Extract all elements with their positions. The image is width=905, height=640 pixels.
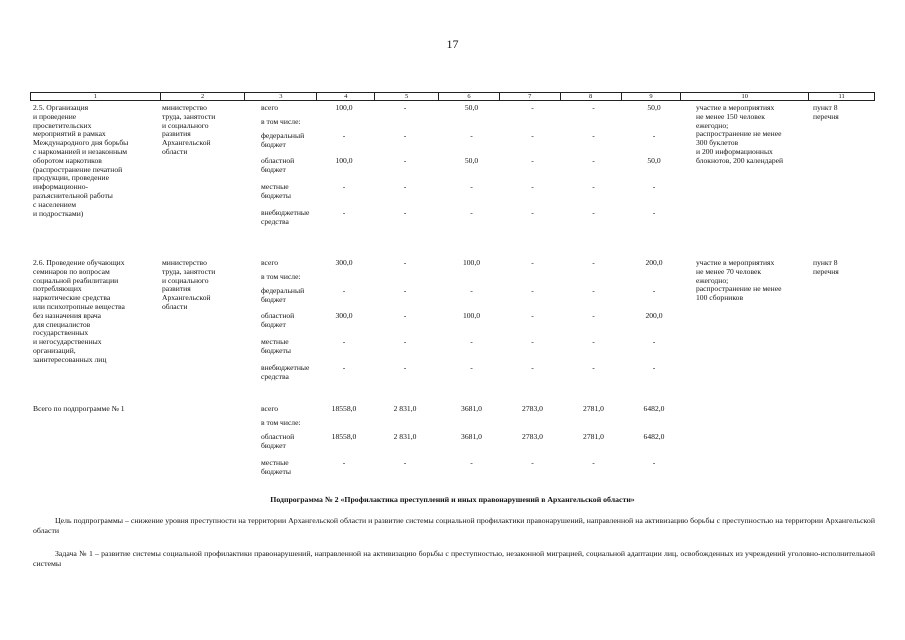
funding-value: 3681,0 (461, 432, 482, 441)
measure-link: пункт 8 перечня (813, 258, 839, 276)
funding-value: - (470, 182, 473, 191)
funding-value: - (403, 131, 407, 140)
funding-value: - (342, 458, 346, 467)
measure-executor: министерство труда, занятости и социального развития Архангельской области (162, 103, 216, 156)
funding-source-label: областной бюджет (261, 156, 295, 174)
funding-source-label: всего (261, 103, 279, 112)
column-number-header (30, 92, 875, 101)
funding-source-label: местные бюджеты (261, 337, 291, 355)
subprogram-total-label: Всего по подпрограмме № 1 (33, 404, 125, 413)
funding-value: - (403, 208, 407, 217)
page-number: 17 (446, 37, 459, 51)
measure-result: участие в мероприятиях не менее 150 человек ежегодно; распространение не менее 300 буклетов и 200 информационных блокнотов, 200 календарей (696, 103, 784, 165)
column-number-4: 4 (317, 93, 375, 100)
funding-source-label: местные бюджеты (261, 458, 291, 476)
funding-value: - (652, 286, 656, 295)
subprogram-task-paragraph: Задача № 1 – развитие системы социальной профилактики правонарушений, направленной на активизацию борьбы с преступностью, незаконной миграцией, социальной адаптации лиц, освобожденных из учреждений уголовно-исполнительной системы (33, 549, 875, 568)
subprogram-title: Подпрограмма № 2 «Профилактика преступлений и иных правонарушений в Архангельской области» (270, 495, 635, 504)
funding-value: - (531, 208, 534, 217)
funding-value: - (342, 131, 346, 140)
funding-value: - (531, 458, 534, 467)
funding-value: - (531, 286, 534, 295)
funding-source-label: областной бюджет (261, 311, 295, 329)
funding-value: - (592, 286, 595, 295)
funding-value: 50,0 (464, 156, 479, 165)
funding-value: 200,0 (645, 311, 663, 320)
funding-value: - (470, 458, 473, 467)
funding-value: - (470, 337, 473, 346)
funding-value: - (403, 458, 407, 467)
funding-value: - (403, 182, 407, 191)
funding-value: 18558,0 (331, 404, 357, 413)
funding-value: - (592, 208, 595, 217)
funding-value: 2 831,0 (393, 404, 417, 413)
column-number-5: 5 (375, 93, 439, 100)
funding-value: - (652, 208, 656, 217)
funding-value: - (403, 363, 407, 372)
funding-value: - (531, 182, 534, 191)
funding-value: - (652, 182, 656, 191)
column-number-6: 6 (439, 93, 500, 100)
funding-value: - (531, 156, 534, 165)
funding-value: 2783,0 (522, 404, 543, 413)
funding-value: 100,0 (335, 103, 353, 112)
funding-value: - (592, 131, 595, 140)
funding-value: 50,0 (647, 156, 661, 165)
funding-value: - (342, 337, 346, 346)
funding-value: - (592, 363, 595, 372)
column-number-7: 7 (500, 93, 561, 100)
funding-value: 100,0 (462, 311, 481, 320)
column-number-3: 3 (245, 93, 317, 100)
funding-value: - (342, 182, 346, 191)
funding-value: - (531, 103, 534, 112)
funding-source-label: в том числе: (261, 117, 301, 126)
funding-value: - (342, 286, 346, 295)
column-number-9: 9 (622, 93, 682, 100)
funding-value: 200,0 (645, 258, 663, 267)
funding-source-label: местные бюджеты (261, 182, 291, 200)
funding-value: - (531, 337, 534, 346)
funding-value: - (652, 131, 656, 140)
funding-value: 6482,0 (643, 432, 665, 441)
funding-value: - (403, 311, 407, 320)
funding-value: - (592, 156, 595, 165)
funding-source-label: всего (261, 404, 279, 413)
funding-value: 50,0 (647, 103, 661, 112)
funding-value: 18558,0 (331, 432, 357, 441)
funding-value: - (592, 182, 595, 191)
funding-source-label: всего (261, 258, 279, 267)
funding-value: - (592, 258, 595, 267)
funding-source-label: областной бюджет (261, 432, 295, 450)
funding-value: 300,0 (335, 258, 353, 267)
funding-value: - (403, 337, 407, 346)
funding-value: - (531, 258, 534, 267)
funding-value: - (592, 103, 595, 112)
funding-source-label: федеральный бюджет (261, 286, 305, 304)
funding-value: 300,0 (335, 311, 353, 320)
measure-result: участие в мероприятиях не менее 70 человек ежегодно; распространение не менее 100 сборников (696, 258, 782, 303)
funding-value: - (652, 363, 656, 372)
funding-source-label: внебюджетные средства (261, 208, 310, 226)
funding-value: - (470, 363, 473, 372)
funding-value: 100,0 (462, 258, 481, 267)
funding-value: 2 831,0 (393, 432, 417, 441)
measure-name: 2.5. Организация и проведение просветительских мероприятий в рамках Международного дня борьбы с наркоманией и незаконным оборотом наркотиков (распространение печатной продукции, проведение информационно- разъяснительной работы с населением и подростками) (33, 103, 129, 218)
funding-value: 6482,0 (643, 404, 665, 413)
funding-value: - (403, 258, 407, 267)
column-number-1: 1 (31, 93, 161, 100)
column-number-11: 11 (838, 93, 845, 100)
funding-value: 2783,0 (522, 432, 543, 441)
column-number-8: 8 (561, 93, 622, 100)
funding-value: - (531, 131, 534, 140)
funding-value: - (652, 458, 656, 467)
funding-value: - (592, 458, 595, 467)
funding-value: 2781,0 (583, 404, 604, 413)
funding-value: - (652, 337, 656, 346)
funding-value: - (403, 103, 407, 112)
funding-value: - (403, 286, 407, 295)
funding-value: 3681,0 (461, 404, 482, 413)
funding-value: - (592, 337, 595, 346)
funding-source-label: в том числе: (261, 272, 301, 281)
funding-value: - (592, 311, 595, 320)
subprogram-goal-paragraph: Цель подпрограммы – снижение уровня преступности на территории Архангельской области и развитие системы социальной профилактики правонарушений, направленной на активизацию борьбы с преступностью на территории Архангельской области (33, 516, 875, 535)
funding-value: - (403, 156, 407, 165)
funding-value: - (531, 363, 534, 372)
funding-source-label: в том числе: (261, 418, 301, 427)
funding-value: 50,0 (464, 103, 479, 112)
funding-value: - (470, 286, 473, 295)
measure-link: пункт 8 перечня (813, 103, 839, 121)
funding-value: - (342, 363, 346, 372)
funding-source-label: внебюджетные средства (261, 363, 310, 381)
measure-name: 2.6. Проведение обучающих семинаров по вопросам социальной реабилитации потребляющих наркотические средства или психотропные вещества без назначения врача для специалистов государственных и негосударственных организаций, заинтересованных лиц (33, 258, 125, 364)
column-number-2: 2 (161, 93, 246, 100)
funding-value: - (470, 208, 473, 217)
funding-value: - (531, 311, 534, 320)
funding-value: - (342, 208, 346, 217)
funding-source-label: федеральный бюджет (261, 131, 305, 149)
funding-value: - (470, 131, 473, 140)
column-number-10: 10 (681, 93, 809, 100)
measure-executor: министерство труда, занятости и социального развития Архангельской области (162, 258, 216, 311)
funding-value: 2781,0 (583, 432, 604, 441)
funding-value: 100,0 (335, 156, 353, 165)
